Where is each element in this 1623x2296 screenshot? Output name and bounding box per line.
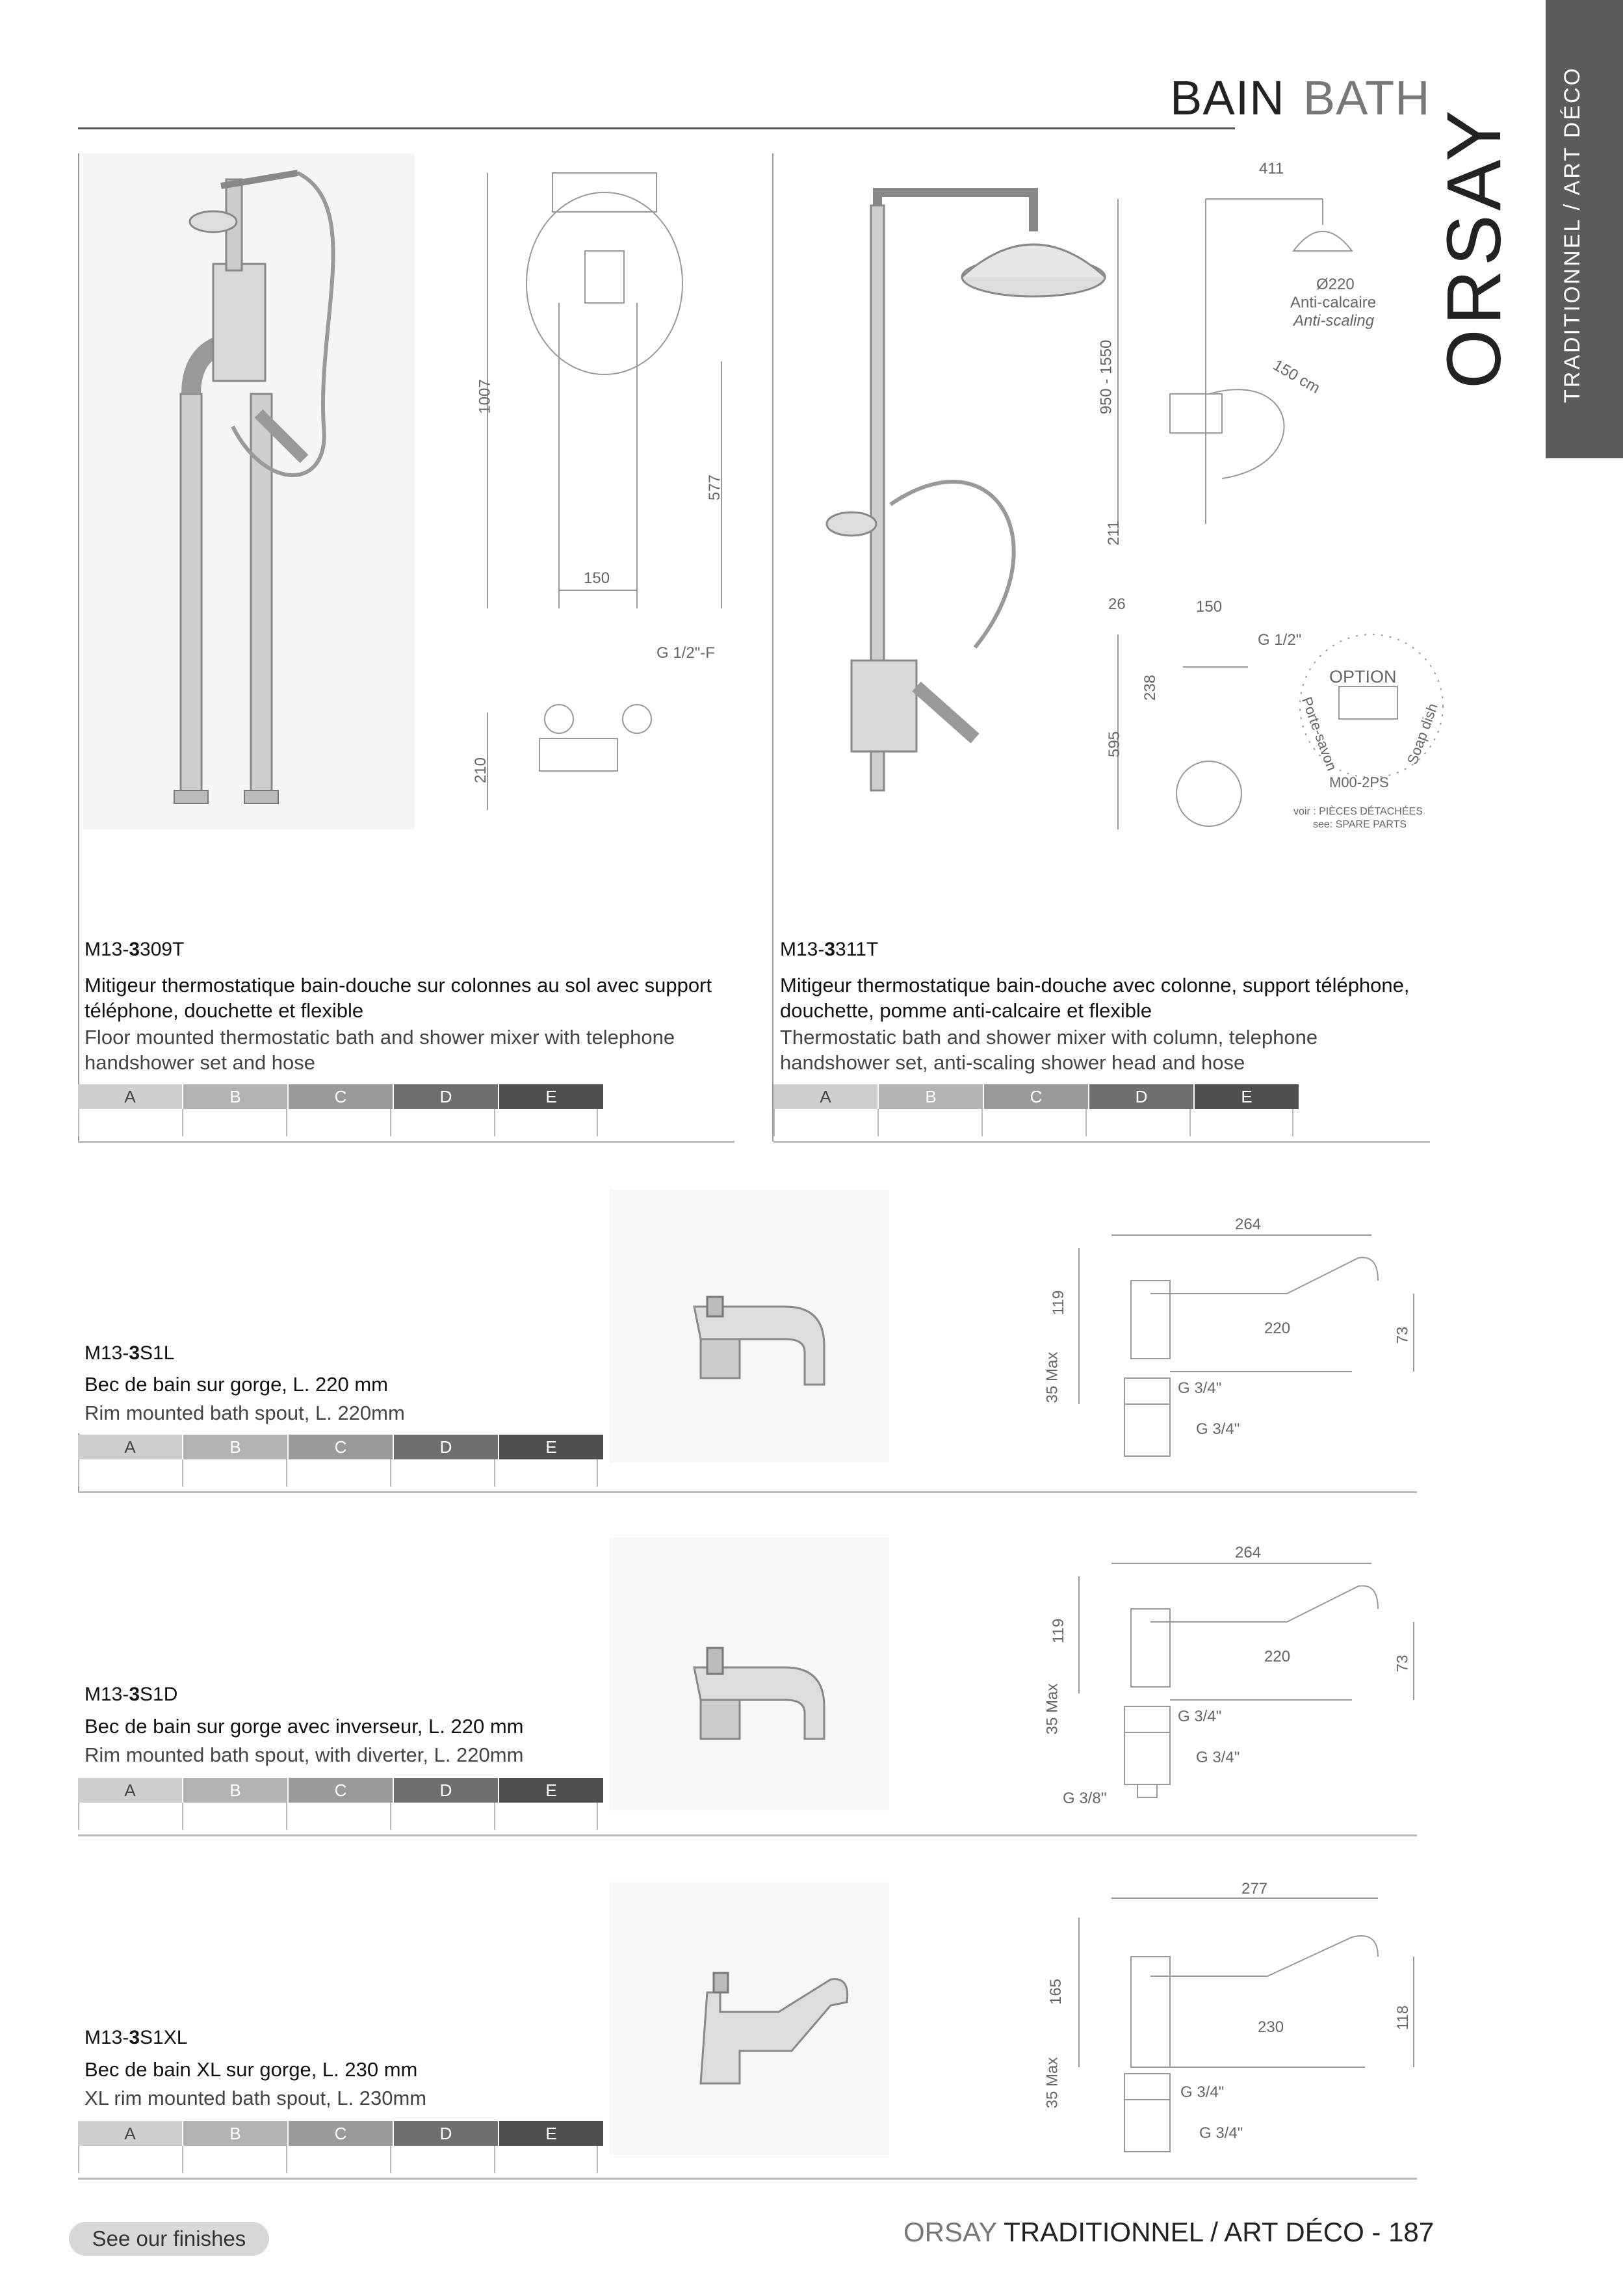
finish-cell <box>390 1109 494 1136</box>
technical-drawing <box>1040 1537 1430 1810</box>
dim-label: Ø220 <box>1316 276 1355 293</box>
dim-label: G 3/4" <box>1178 1708 1222 1725</box>
finish-cell <box>390 2146 494 2173</box>
finish-table <box>773 1084 1300 1136</box>
dim-label: 264 <box>1235 1544 1262 1561</box>
dim-label: 411 <box>1259 160 1284 177</box>
finish-cell <box>78 1803 182 1830</box>
description-en: Floor mounted thermostatic bath and shower mixer with telephone handshower set and hose <box>84 1026 675 1074</box>
finish-cell <box>286 1109 390 1136</box>
finish-cell <box>1085 1109 1189 1136</box>
spare-parts-note: see: SPARE PARTS <box>1313 819 1407 830</box>
dim-label: 264 <box>1235 1216 1262 1233</box>
finish-d[interactable]: D <box>1089 1084 1193 1109</box>
product-ref: M13-3309T <box>84 939 185 960</box>
footer-brand: ORSAY <box>903 2217 997 2247</box>
option-label: OPTION <box>1329 667 1397 686</box>
dim-label: 118 <box>1394 2005 1412 2031</box>
divider <box>78 1141 734 1143</box>
description-en: XL rim mounted bath spout, L. 230mm <box>84 2087 427 2109</box>
finish-a[interactable]: A <box>78 1084 182 1109</box>
finish-table <box>78 1778 604 1830</box>
dim-label: 230 <box>1258 2018 1284 2036</box>
finish-b[interactable]: B <box>183 1778 287 1803</box>
dimension-drawing <box>1040 1879 1430 2165</box>
dim-label: 165 <box>1047 1978 1065 2005</box>
product-photo <box>83 153 415 829</box>
finish-b[interactable]: B <box>183 1084 287 1109</box>
dim-label: 73 <box>1394 1654 1412 1673</box>
finish-c[interactable]: C <box>289 1084 393 1109</box>
dim-label: 577 <box>706 474 724 501</box>
description-fr: Mitigeur thermostatique bain-douche sur colonnes au sol avec support téléphone, douchette et flexible <box>84 974 712 1022</box>
finish-cell <box>390 1803 494 1830</box>
dim-label: 238 <box>1141 674 1160 701</box>
finish-table <box>78 1084 604 1136</box>
dim-label: 35 Max <box>1043 2057 1061 2109</box>
product-photo <box>610 1190 889 1463</box>
technical-drawing <box>1040 1209 1430 1469</box>
product-photo <box>610 1882 889 2155</box>
finish-b[interactable]: B <box>183 2121 287 2146</box>
finish-cell <box>494 1109 598 1136</box>
finish-d[interactable]: D <box>394 1435 498 1459</box>
finish-cell <box>78 1109 182 1136</box>
finish-c[interactable]: C <box>289 1778 393 1803</box>
dim-label: 35 Max <box>1043 1683 1061 1735</box>
finish-e[interactable]: E <box>1195 1084 1299 1109</box>
option-label: Porte-savon <box>1298 694 1340 773</box>
finish-c[interactable]: C <box>984 1084 1088 1109</box>
option-label: Soap dish <box>1403 701 1441 767</box>
finish-d[interactable]: D <box>394 2121 498 2146</box>
product-ref: M13-3S1D <box>84 1684 178 1705</box>
dim-label: 595 <box>1106 731 1124 758</box>
dim-label: G 1/2"-F <box>656 644 715 662</box>
finish-b[interactable]: B <box>879 1084 983 1109</box>
product-ref: M13-3S1XL <box>84 2027 188 2048</box>
finish-cell <box>286 2146 390 2173</box>
finish-a[interactable]: A <box>773 1084 877 1109</box>
dim-label: 35 Max <box>1043 1351 1061 1403</box>
finish-cell <box>390 1459 494 1487</box>
dim-label: Anti-calcaire <box>1290 294 1377 311</box>
dimension-drawing <box>474 153 773 829</box>
frame-line <box>78 153 79 1141</box>
dim-label: 220 <box>1264 1648 1291 1665</box>
product-photo <box>610 1537 889 1810</box>
finish-cell <box>773 1109 877 1136</box>
divider <box>78 2178 1417 2180</box>
finish-cell <box>182 2146 286 2173</box>
shower-column-illustration <box>780 153 1111 829</box>
finish-table <box>78 1435 604 1487</box>
header-rule <box>78 127 1235 129</box>
finish-e[interactable]: E <box>499 1084 603 1109</box>
dim-label: Anti-scaling <box>1293 312 1375 330</box>
page-title-en: BATH <box>1303 71 1431 125</box>
option-ref: M00-2PS <box>1329 774 1389 790</box>
technical-drawing <box>1097 153 1443 830</box>
brand-title: ORSAY <box>1431 106 1517 389</box>
spare-parts-note: voir : PIÈCES DÉTACHÉES <box>1293 806 1423 817</box>
description-fr: Bec de bain sur gorge avec inverseur, L. 220 mm <box>84 1715 524 1738</box>
dim-label: 150 <box>1196 598 1223 616</box>
dim-label: 210 <box>472 757 490 784</box>
description-en: Rim mounted bath spout, L. 220mm <box>84 1402 405 1424</box>
product-ref: M13-3S1L <box>84 1342 175 1364</box>
finish-c[interactable]: C <box>289 1435 393 1459</box>
finish-a[interactable]: A <box>78 1435 182 1459</box>
description-fr: Bec de bain XL sur gorge, L. 230 mm <box>84 2058 418 2081</box>
finish-cell <box>877 1109 981 1136</box>
finish-c[interactable]: C <box>289 2121 393 2146</box>
finish-cell <box>1189 1109 1293 1136</box>
dim-label: 211 <box>1105 520 1123 546</box>
finish-d[interactable]: D <box>394 1084 498 1109</box>
description-fr: Mitigeur thermostatique bain-douche avec colonne, support téléphone, douchette, pomme anti-calcaire et flexible <box>780 974 1410 1022</box>
shower-mixer-illustration <box>83 153 415 829</box>
description-en: Rim mounted bath spout, with diverter, L. 220mm <box>84 1743 524 1766</box>
bath-spout-diverter-illustration <box>610 1537 889 1810</box>
finish-cell <box>494 2146 598 2173</box>
page-title: BAIN BATH <box>1170 71 1431 125</box>
dim-label: 950 - 1550 <box>1097 339 1115 415</box>
description-fr: Bec de bain sur gorge, L. 220 mm <box>84 1373 388 1396</box>
finish-cell <box>286 1459 390 1487</box>
dim-label: G 3/4" <box>1199 2124 1243 2142</box>
dim-label: 119 <box>1050 1290 1068 1316</box>
divider <box>78 1491 1417 1493</box>
dim-label: 26 <box>1108 595 1126 613</box>
footer-text: TRADITIONNEL / ART DÉCO - 187 <box>1004 2217 1435 2247</box>
bath-spout-xl-illustration <box>610 1882 889 2155</box>
description-en: Thermostatic bath and shower mixer with column, telephone handshower set, anti-scaling shower head and hose <box>780 1026 1318 1074</box>
finish-b[interactable]: B <box>183 1435 287 1459</box>
divider <box>78 1834 1417 1836</box>
finish-cell <box>78 1459 182 1487</box>
finish-d[interactable]: D <box>394 1778 498 1803</box>
product-ref: M13-3311T <box>780 939 879 960</box>
divider <box>773 1141 1430 1143</box>
finish-cell <box>182 1803 286 1830</box>
dim-label: 150 cm <box>1269 356 1323 397</box>
dim-label: 220 <box>1264 1320 1291 1337</box>
dim-label: 119 <box>1050 1618 1068 1644</box>
finish-a[interactable]: A <box>78 1778 182 1803</box>
finish-e[interactable]: E <box>499 2121 603 2146</box>
finish-cell <box>78 2146 182 2173</box>
dim-label: G 3/4" <box>1178 1379 1222 1397</box>
see-finishes-button[interactable]: See our finishes <box>69 2222 269 2256</box>
finish-e[interactable]: E <box>499 1778 603 1803</box>
finish-e[interactable]: E <box>499 1435 603 1459</box>
technical-drawing <box>1040 1879 1430 2165</box>
finish-cell <box>494 1803 598 1830</box>
finish-cell <box>494 1459 598 1487</box>
finish-cell <box>182 1109 286 1136</box>
bath-spout-illustration <box>610 1190 889 1463</box>
section-tab[interactable] <box>1546 0 1623 458</box>
dim-label: G 3/4" <box>1180 2083 1225 2101</box>
section-tab-label: TRADITIONNEL / ART DÉCO <box>1560 66 1585 403</box>
dimension-drawing <box>1105 153 1443 829</box>
page-footer <box>903 2217 1434 2248</box>
dim-label: 150 <box>584 569 610 587</box>
dim-label: 73 <box>1394 1326 1412 1344</box>
technical-drawing <box>474 153 773 829</box>
finish-a[interactable]: A <box>78 2121 182 2146</box>
dim-label: G 1/2" <box>1258 631 1302 649</box>
dim-label: G 3/8'' <box>1063 1790 1107 1807</box>
finish-cell <box>286 1803 390 1830</box>
dim-label: 1007 <box>476 379 494 414</box>
finish-cell <box>182 1459 286 1487</box>
dim-label: G 3/4" <box>1196 1749 1240 1766</box>
dim-label: 277 <box>1241 1880 1268 1898</box>
finish-table <box>78 2121 604 2173</box>
product-photo <box>780 153 1111 829</box>
finish-cell <box>981 1109 1085 1136</box>
dimension-drawing <box>1040 1537 1430 1810</box>
dim-label: G 3/4" <box>1196 1420 1240 1438</box>
